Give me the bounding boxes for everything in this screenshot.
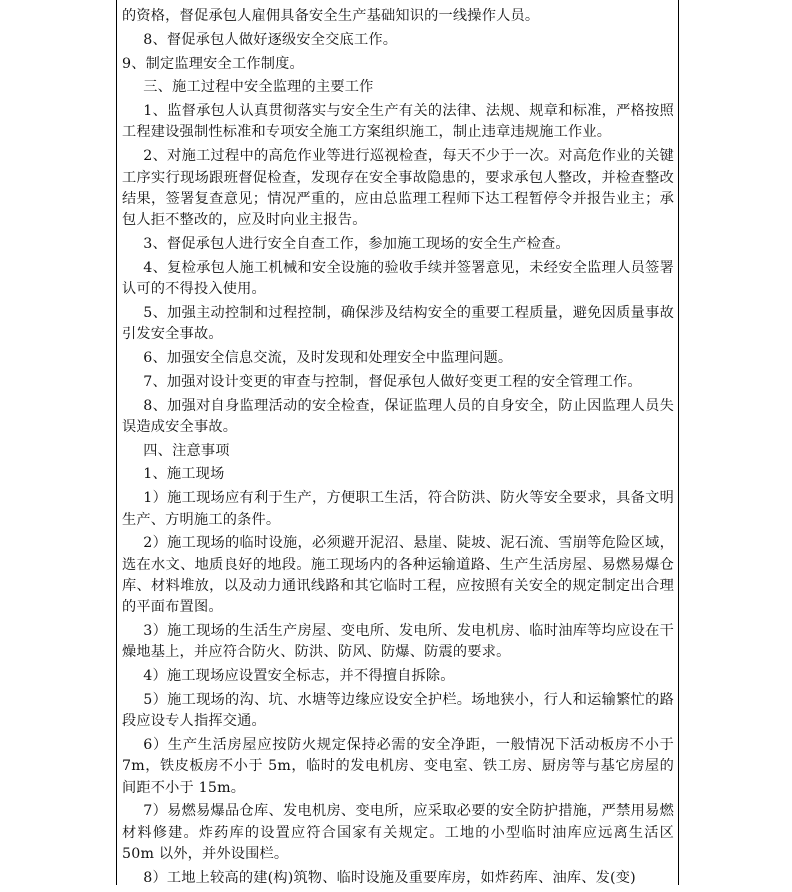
paragraph: 2、对施工过程中的高危作业等进行巡视检查，每天不少于一次。对高危作业的关键工序实行现场跟班督促检查，发现存在安全事故隐患的，要求承包人整改，并检查整改结果，签署复查意见；情况严重的，应由总监理工程师下达工程暂停令并报告业主；承包人拒不整改的，应及时向业主报告。 <box>122 148 674 229</box>
paragraph: 5）施工现场的沟、坑、水塘等边缘应设安全护栏。场地狭小，行人和运输繁忙的路段应设专人指挥交通。 <box>122 691 674 730</box>
paragraph: 1、监督承包人认真贯彻落实与安全生产有关的法律、法规、规章和标准，严格按照工程建设强制性标准和专项安全施工方案组织施工，制止违章违规施工作业。 <box>122 103 674 141</box>
paragraph: 8）工地上较高的建(构)筑物、临时设施及重要库房，如炸药库、油库、发(变) <box>143 869 636 886</box>
paragraph: 4、复检承包人施工机械和安全设施的验收手续并签署意见，未经安全监理人员签署认可的不得投入使用。 <box>122 259 674 298</box>
paragraph: 7、加强对设计变更的审查与控制，督促承包人做好变更工程的安全管理工作。 <box>143 373 642 390</box>
section-heading: 四、注意事项 <box>143 442 230 459</box>
paragraph: 5、加强主动控制和过程控制，确保涉及结构安全的重要工程质量，避免因质量事故引发安全事故。 <box>122 304 674 343</box>
paragraph: 8、督促承包人做好逐级安全交底工作。 <box>143 31 398 48</box>
paragraph: 3）施工现场的生活生产房屋、变电所、发电所、发电机房、临时油库等均应设在干燥地基上，并应符合防火、防洪、防风、防爆、防震的要求。 <box>122 623 674 661</box>
paragraph: 2）施工现场的临时设施，必须避开泥沼、悬崖、陡坡、泥石流、雪崩等危险区域，选在水文、地质良好的地段。施工现场内的各种运输道路、生产生活房屋、易燃易爆仓库、材料堆放，以及动力通讯线路和其它临时工程，应按照有关安全的规定制定出合理的平面布置图。 <box>122 535 674 616</box>
paragraph: 3、督促承包人进行安全自查工作，参加施工现场的安全生产检查。 <box>143 235 570 252</box>
paragraph: 7）易燃易爆品仓库、发电机房、变电所，应采取必要的安全防护措施，严禁用易燃材料修建。炸药库的设置应符合国家有关规定。工地的小型临时油库应远离生活区 50m 以外，并外设围栏。 <box>122 803 674 862</box>
paragraph: 4）施工现场应设置安全标志，并不得擅自拆除。 <box>143 668 455 685</box>
paragraph: 9、制定监理安全工作制度。 <box>122 55 304 72</box>
paragraph: 8、加强对自身监理活动的安全检查，保证监理人员的自身安全，防止因监理人员失误造成安全事故。 <box>122 397 674 435</box>
section-heading: 三、施工过程中安全监理的主要工作 <box>143 79 374 96</box>
paragraph: 6、加强安全信息交流，及时发现和处理安全中监理问题。 <box>143 349 513 366</box>
paragraph: 的资格，督促承包人雇佣具备安全生产基础知识的一线操作人员。 <box>122 8 540 24</box>
document-body <box>122 6 674 892</box>
subsection-heading: 1、施工现场 <box>143 466 225 483</box>
paragraph: 1）施工现场应有利于生产，方便职工生活，符合防洪、防火等安全要求，具备文明生产、方明施工的条件。 <box>122 490 674 528</box>
paragraph: 6）生产生活房屋应按防火规定保持必需的安全净距，一般情况下活动板房不小于 7m，铁皮板房不小于 5m，临时的发电机房、变电室、铁工房、厨房等与基它房屋的间距不小于 15m。 <box>122 737 674 796</box>
